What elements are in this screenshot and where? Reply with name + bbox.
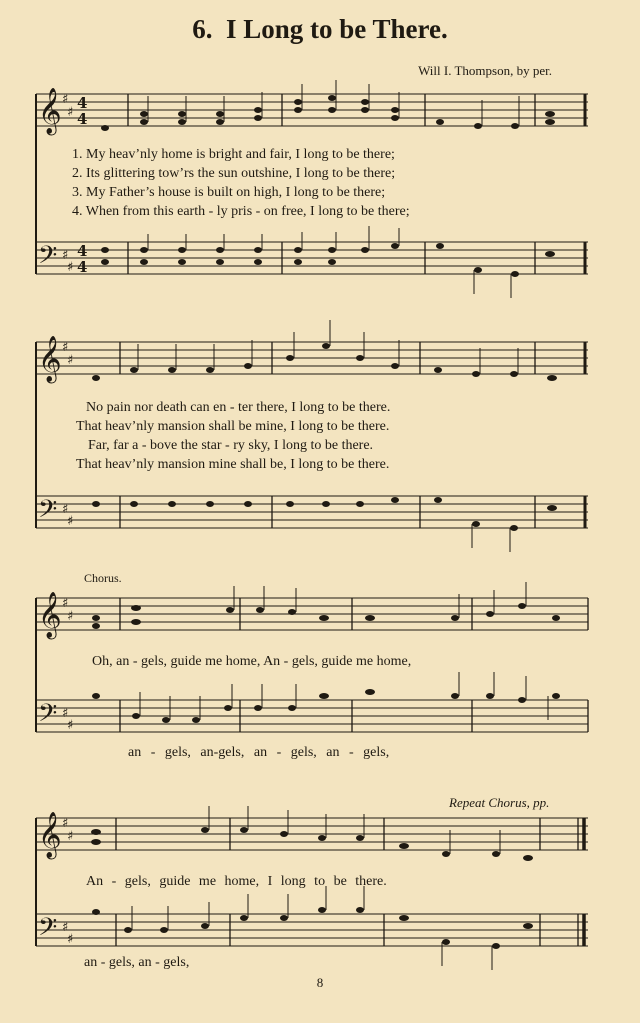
- svg-text:♯: ♯: [67, 260, 74, 275]
- svg-text:♯: ♯: [67, 932, 74, 947]
- svg-text:𝄢: 𝄢: [38, 913, 58, 948]
- svg-text:♯: ♯: [62, 920, 69, 935]
- svg-text:♯: ♯: [67, 105, 74, 120]
- chorus-treble-lyrics: Oh, an - gels, guide me home, An - gels, guide me home,: [92, 654, 412, 669]
- svg-text:𝄢: 𝄢: [38, 241, 58, 276]
- svg-text:♯: ♯: [67, 718, 74, 733]
- verse-line-1-4: 4. When from this earth - ly pris - on free, I long to be there;: [72, 204, 410, 219]
- svg-text:♯: ♯: [62, 340, 69, 355]
- system-1-bass-staff: [36, 242, 588, 274]
- system-1-staves: [36, 94, 588, 274]
- svg-text:♯: ♯: [67, 514, 74, 529]
- svg-text:♯: ♯: [62, 248, 69, 263]
- chorus-label: Chorus.: [84, 571, 122, 585]
- svg-text:𝄞: 𝄞: [38, 592, 62, 638]
- system-1-barlines: [36, 94, 585, 274]
- svg-text:𝄢: 𝄢: [38, 495, 58, 530]
- svg-text:♯: ♯: [67, 609, 74, 624]
- svg-text:♯: ♯: [62, 596, 69, 611]
- svg-text:𝄞: 𝄞: [38, 812, 62, 858]
- verse-line-2-1: No pain nor death can en - ter there, I long to be there.: [86, 400, 391, 415]
- svg-text:𝄞: 𝄞: [38, 336, 62, 382]
- verse-line-2-4: That heav’nly mansion mine shall be, I long to be there.: [76, 457, 390, 472]
- svg-text:♯: ♯: [62, 706, 69, 721]
- svg-text:♯: ♯: [62, 816, 69, 831]
- verse-line-1-3: 3. My Father’s house is built on high, I long to be there;: [72, 185, 386, 200]
- composer-credit: Will I. Thompson, by per.: [418, 63, 552, 78]
- final-treble-lyrics: An - gels, guide me home, I long to be there.: [86, 874, 387, 889]
- svg-text:𝄢: 𝄢: [38, 699, 58, 734]
- svg-text:𝄞: 𝄞: [38, 88, 62, 134]
- svg-text:4: 4: [77, 258, 88, 276]
- svg-text:4: 4: [77, 110, 88, 128]
- verse-line-2-2: That heav’nly mansion shall be mine, I long to be there.: [76, 419, 390, 434]
- system-1-treble-staff: [36, 94, 588, 126]
- verse-line-1-1: 1. My heav’nly home is bright and fair, I long to be there;: [72, 147, 395, 162]
- chorus-bass-lyrics: an - gels, an-gels, an - gels, an - gels,: [128, 745, 390, 760]
- hymn-title-text: I Long to be There.: [225, 14, 448, 44]
- svg-text:♯: ♯: [62, 502, 69, 517]
- svg-text:4: 4: [77, 242, 88, 260]
- page-number: 8: [316, 975, 324, 990]
- hymn-number: 6.: [192, 14, 213, 44]
- svg-text:4: 4: [77, 94, 88, 112]
- system-2-staves: [36, 342, 588, 528]
- svg-text:♯: ♯: [67, 829, 74, 844]
- final-bass-lyrics: an - gels, an - gels,: [84, 955, 190, 970]
- repeat-direction: Repeat Chorus, pp.: [449, 795, 550, 810]
- verse-line-2-3: Far, far a - bove the star - ry sky, I long to be there.: [88, 438, 374, 453]
- svg-text:♯: ♯: [67, 353, 74, 368]
- svg-text:♯: ♯: [62, 92, 69, 107]
- verse-line-1-2: 2. Its glittering tow’rs the sun outshine, I long to be there;: [72, 166, 396, 181]
